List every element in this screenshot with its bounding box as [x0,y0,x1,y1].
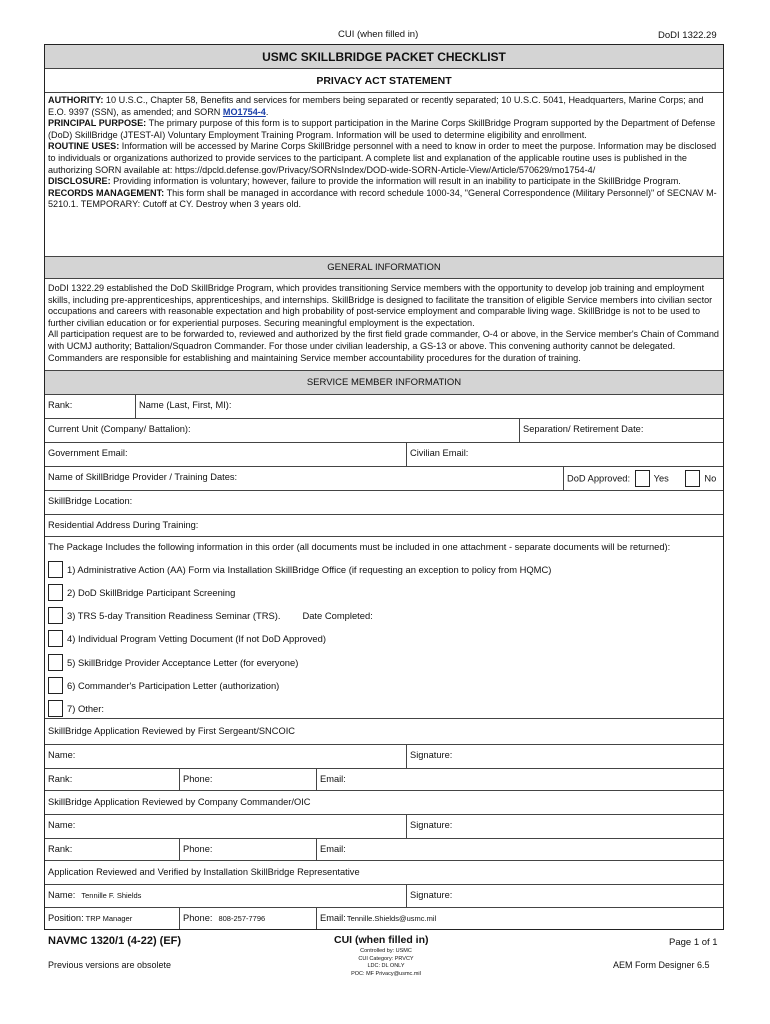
review3-contact-row [45,908,723,929]
review1-heading-row [45,719,723,745]
general-paragraph-1: DoDI 1322.29 established the DoD SkillBridge Program, which provides transitioning Service members with the opportunity to develop job training and employment skills, including pre-apprenticeships, apprenticeships, and internships. SkillBridge is designed to facilitate the transition of eligible Service members into civilian sector occupations and careers with reasonable expectation and high probability of post-service employment and comparable living wage. SkillBridge is not to be used to further civilian education or for experiential purposes. Securing meaningful employment is the expectation. [48,283,713,328]
rep-phone-value: 808-257-7796 [218,914,266,923]
review3-signature-field[interactable]: Signature: [410,890,453,900]
cui-category: CUI Category: PRVCY [358,955,414,962]
residential-row [45,515,723,537]
review2-contact-row [45,839,723,861]
checklist-checkbox-1[interactable] [48,561,63,578]
checklist-item-4 [48,630,326,650]
rep-name-value: Tennille F. Shields [81,891,142,900]
general-heading: GENERAL INFORMATION [45,257,723,279]
package-checklist [45,537,723,719]
full-name-field[interactable]: Name (Last, First, MI): [139,400,232,410]
sorn-link[interactable]: MO1754-4 [222,106,266,117]
review3-phone-field[interactable] [180,908,317,929]
review2-heading-row [45,791,723,815]
review3-name-label: Name: [48,890,76,900]
review1-name-row [45,745,723,769]
checklist-item-1 [48,561,551,581]
email-row [45,443,723,467]
location-row [45,491,723,515]
review2-email-field[interactable]: Email: [320,844,346,854]
form-designer: AEM Form Designer 6.5 [613,960,710,970]
rep-position-value: TRP Manager [85,914,133,923]
routine-text: Information will be accessed by Marine Corps SkillBridge personnel with a need to know in order to meet the purpose. Information may be disclosed to individuals or organizations authorized to provide services to the participant. A complete list and explanation of the applicable routine uses is published in the authorizing SORN available at: https://dpcld.defense.gov/Privacy/SORNsIndex/DOD-wide-SORN-Article-View/Article/570629/mo1754-4/ [48,141,717,175]
rank-name-row [45,395,723,419]
current-unit-field[interactable]: Current Unit (Company/ Battalion): [45,419,520,442]
provider-row [45,467,723,491]
review2-heading: SkillBridge Application Reviewed by Company Commander/OIC [48,797,311,807]
review3-name-field[interactable] [45,885,407,907]
authority-paragraph [48,95,720,118]
separation-date-field[interactable]: Separation/ Retirement Date: [523,424,644,434]
dod-approved-label: DoD Approved: [567,473,631,484]
checklist-label-6: 6) Commander's Participation Letter (authorization) [67,680,280,691]
date-completed-field[interactable]: Date Completed: [302,610,373,621]
purpose-paragraph [48,118,720,141]
purpose-label: PRINCIPAL PURPOSE: [48,118,147,129]
review2-name-field[interactable]: Name: [45,815,407,838]
review3-heading: Application Reviewed and Verified by Installation SkillBridge Representative [48,867,360,877]
checklist-item-7 [48,700,104,720]
review1-email-field[interactable]: Email: [320,774,346,784]
service-member-heading: SERVICE MEMBER INFORMATION [45,371,723,395]
review3-email-field[interactable] [317,908,723,929]
checklist-form [44,44,724,930]
ldc: LDC: DL ONLY [367,963,405,969]
records-label: RECORDS MANAGEMENT: [48,187,165,198]
form-title: USMC SKILLBRIDGE PACKET CHECKLIST [45,45,723,69]
general-info [45,279,723,371]
purpose-text: The primary purpose of this form is to support participation in the Marine Corps SkillBridge Program supported by the Department of Defense (DoD) SkillBridge (JTEST-AI) Voluntary Employment Training Program. Information will be used to determine eligibility and enrollment. [48,118,716,140]
poc: POC: MF Privacy@usmc.mil [351,970,421,977]
dod-approved-no-checkbox[interactable] [685,470,700,487]
cui-designation-block [346,948,426,978]
rep-email-value: Tennille.Shields@usmc.mil [346,914,437,923]
page-number: Page 1 of 1 [669,937,718,948]
checklist-checkbox-2[interactable] [48,584,63,601]
rank-field[interactable]: Rank: [45,395,136,418]
doc-reference: DoDI 1322.29 [658,30,717,41]
general-paragraph-2: All participation request are to be forwarded to, reviewed and authorized by the first field grade commander, O-4 or above, in the Service member's Chain of Command with UCMJ authority; Battalion/Squadron Commander. For those under civilian leadership, a GS-13 or above. This convening authority cannot be delegated. Commanders are responsible for establishing and maintaining Service member accountability procedures for the duration of training. [48,329,719,363]
controlled-by: Controlled by: USMC [360,948,412,954]
privacy-heading: PRIVACY ACT STATEMENT [45,69,723,93]
civilian-email-field[interactable]: Civilian Email: [410,448,469,458]
government-email-field[interactable]: Government Email: [45,443,407,466]
disclosure-paragraph [48,176,720,188]
authority-end: . [265,106,269,117]
checklist-label-3: 3) TRS 5-day Transition Readiness Seminar (TRS). [67,610,281,621]
checklist-label-5: 5) SkillBridge Provider Acceptance Letter (for everyone) [67,657,299,668]
routine-label: ROUTINE USES: [48,141,120,152]
checklist-item-2 [48,584,235,604]
checklist-checkbox-3[interactable] [48,607,63,624]
cui-header: CUI (when filled in) [338,29,419,40]
checklist-checkbox-4[interactable] [48,630,63,647]
review3-name-row [45,885,723,908]
privacy-statement [45,93,723,257]
phone-label: Phone: [183,913,213,923]
authority-text: 10 U.S.C., Chapter 58, Benefits and services for members being separated or recently separated; 10 U.S.C. 5041, Headquarters, Marine Corps; and E.O. 9397 (SSN), as amended; and SORN [48,95,704,117]
checklist-checkbox-6[interactable] [48,677,63,694]
review1-name-field[interactable]: Name: [45,745,407,768]
records-text: This form shall be managed in accordance with record schedule 1000-34, "General Correspondence (Military Personnel)" of SECNAV M-5210.1. TEMPORARY: Cutoff at CY. Destroy when 3 years old. [48,187,717,210]
review2-rank-field[interactable]: Rank: [45,839,180,860]
email-label: Email: [320,913,346,923]
provider-dates-field[interactable]: Name of SkillBridge Provider / Training Dates: [45,467,564,490]
package-intro: The Package Includes the following information in this order (all documents must be included in one attachment - separate documents will be returned): [48,542,671,552]
skillbridge-location-field[interactable]: SkillBridge Location: [48,496,133,506]
review2-phone-field[interactable]: Phone: [180,839,317,860]
position-label: Position: [48,913,84,923]
review1-heading: SkillBridge Application Reviewed by First Sergeant/SNCOIC [48,726,295,736]
yes-label: Yes [653,473,669,484]
no-label: No [704,473,717,484]
review2-name-row [45,815,723,839]
disclosure-label: DISCLOSURE: [48,176,111,187]
residential-address-field[interactable]: Residential Address During Training: [48,520,199,530]
checklist-item-5 [48,654,298,674]
unit-row [45,419,723,443]
review1-signature-field[interactable]: Signature: [410,750,453,760]
review1-phone-field[interactable]: Phone: [180,769,317,790]
checklist-checkbox-7[interactable] [48,700,63,717]
review1-rank-field[interactable]: Rank: [45,769,180,790]
review2-signature-field[interactable]: Signature: [410,820,453,830]
review3-heading-row [45,861,723,885]
footer-cui: CUI (when filled in) [334,934,429,946]
disclosure-text: Providing information is voluntary; however, failure to provide the information will result in an inability to participate in the SkillBridge Program. [110,176,681,187]
routine-paragraph [48,141,720,176]
dod-approved-yes-checkbox[interactable] [635,470,650,487]
checklist-label-7: 7) Other: [67,703,104,714]
review3-position-field[interactable] [45,908,180,929]
checklist-label-1: 1) Administrative Action (AA) Form via Installation SkillBridge Office (if requesting an exception to policy from HQMC) [67,564,552,575]
records-paragraph [48,188,720,211]
checklist-label-4: 4) Individual Program Vetting Document (If not DoD Approved) [67,633,326,644]
authority-label: AUTHORITY: [48,95,104,105]
checklist-item-6 [48,677,279,697]
checklist-item-3 [48,607,373,627]
review1-contact-row [45,769,723,791]
checklist-checkbox-5[interactable] [48,654,63,671]
form-number: NAVMC 1320/1 (4-22) (EF) [48,935,182,947]
checklist-label-2: 2) DoD SkillBridge Participant Screening [67,587,236,598]
dod-approved-group [564,467,723,490]
obsolete-note: Previous versions are obsolete [48,960,172,970]
